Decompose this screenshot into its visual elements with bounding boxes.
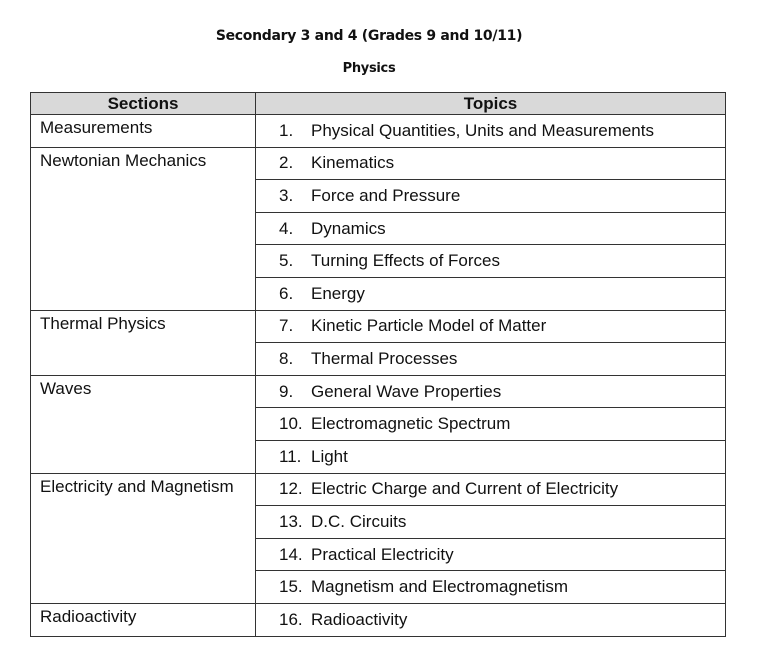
section-name: Radioactivity bbox=[31, 603, 256, 636]
topic-number: 7. bbox=[279, 316, 294, 336]
table-row bbox=[31, 473, 726, 506]
topic-number: 14. bbox=[279, 544, 303, 564]
topic-number: 6. bbox=[279, 283, 294, 303]
topic-number: 12. bbox=[279, 479, 303, 499]
document-title: Secondary 3 and 4 (Grades 9 and 10/11) bbox=[215, 28, 523, 44]
topic-number: 16. bbox=[279, 609, 303, 629]
topic-label: Practical Electricity bbox=[311, 544, 454, 564]
topic-cell bbox=[256, 115, 726, 148]
topic-cell bbox=[256, 310, 726, 343]
topic-label: Turning Effects of Forces bbox=[311, 251, 500, 271]
topic-label: Radioactivity bbox=[311, 609, 408, 629]
topic-cell bbox=[256, 473, 726, 506]
section-name: Measurements bbox=[31, 115, 256, 148]
topic-number: 9. bbox=[279, 381, 294, 401]
topic-cell bbox=[256, 343, 726, 376]
topic-number: 5. bbox=[279, 251, 294, 271]
topic-label: Magnetism and Electromagnetism bbox=[311, 577, 569, 597]
topic-cell bbox=[256, 506, 726, 539]
topic-number: 8. bbox=[279, 348, 294, 368]
topic-label: Energy bbox=[311, 283, 365, 303]
topic-number: 4. bbox=[279, 218, 294, 238]
topic-label: Electromagnetic Spectrum bbox=[311, 414, 511, 434]
topic-number: 1. bbox=[279, 120, 294, 140]
topic-cell bbox=[256, 408, 726, 441]
table-row bbox=[31, 310, 726, 343]
section-name: Electricity and Magnetism bbox=[31, 473, 256, 603]
table-body bbox=[31, 115, 726, 637]
topic-number: 13. bbox=[279, 511, 303, 531]
table-header-row bbox=[31, 93, 726, 115]
topic-label: D.C. Circuits bbox=[311, 511, 407, 531]
topic-label: General Wave Properties bbox=[311, 381, 502, 401]
topic-label: Electric Charge and Current of Electricity bbox=[311, 479, 619, 499]
topic-cell bbox=[256, 538, 726, 571]
section-name: Newtonian Mechanics bbox=[31, 147, 256, 310]
syllabus-table bbox=[30, 92, 726, 637]
topic-number: 15. bbox=[279, 577, 303, 597]
topic-cell bbox=[256, 277, 726, 310]
topic-number: 2. bbox=[279, 153, 294, 173]
topic-label: Light bbox=[311, 446, 348, 466]
topic-number: 3. bbox=[279, 185, 294, 205]
table-row bbox=[31, 147, 726, 180]
section-name: Waves bbox=[31, 375, 256, 473]
topic-label: Physical Quantities, Units and Measurements bbox=[311, 120, 654, 140]
topic-cell bbox=[256, 571, 726, 604]
topics-column-header: Topics bbox=[256, 93, 726, 115]
table-row bbox=[31, 603, 726, 636]
topic-number: 11. bbox=[279, 446, 302, 466]
topic-cell bbox=[256, 375, 726, 408]
topic-label: Kinetic Particle Model of Matter bbox=[311, 316, 547, 336]
topic-cell bbox=[256, 180, 726, 213]
topic-label: Kinematics bbox=[311, 153, 395, 173]
document-subtitle: Physics bbox=[342, 61, 396, 76]
topic-cell bbox=[256, 603, 726, 636]
table-row bbox=[31, 375, 726, 408]
topic-number: 10. bbox=[279, 414, 303, 434]
table-row bbox=[31, 115, 726, 148]
topic-cell bbox=[256, 147, 726, 180]
topic-cell bbox=[256, 245, 726, 278]
topic-label: Force and Pressure bbox=[311, 185, 461, 205]
topic-cell bbox=[256, 212, 726, 245]
topic-cell bbox=[256, 440, 726, 473]
section-name: Thermal Physics bbox=[31, 310, 256, 375]
sections-column-header: Sections bbox=[31, 93, 256, 115]
topic-label: Thermal Processes bbox=[311, 348, 458, 368]
topic-label: Dynamics bbox=[311, 218, 386, 238]
